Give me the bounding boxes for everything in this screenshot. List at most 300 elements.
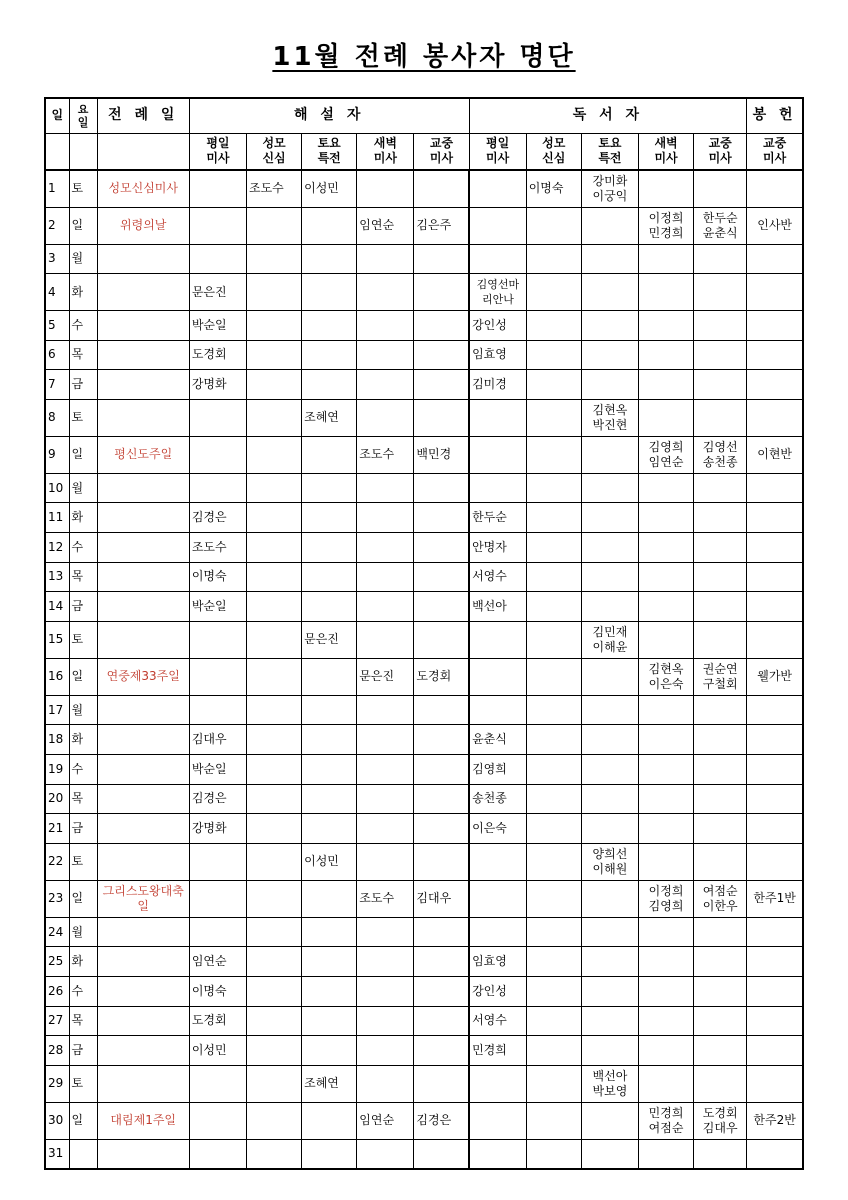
commentator-cell xyxy=(357,473,414,503)
commentator-cell xyxy=(414,725,469,755)
reader-cell: 권순연 구철회 xyxy=(694,658,747,695)
reader-cell xyxy=(581,1102,638,1139)
commentator-cell xyxy=(302,207,357,244)
dow-cell: 금 xyxy=(69,1036,97,1066)
reader-cell xyxy=(526,621,581,658)
commentator-cell xyxy=(414,755,469,785)
commentator-cell xyxy=(302,695,357,725)
reader-cell xyxy=(638,917,693,947)
commentator-cell xyxy=(302,755,357,785)
commentator-cell xyxy=(414,244,469,274)
reader-cell xyxy=(638,1065,693,1102)
offertory-cell xyxy=(747,170,803,207)
commentator-cell xyxy=(302,977,357,1007)
commentator-cell xyxy=(357,562,414,592)
commentator-cell xyxy=(302,473,357,503)
dow-cell: 토 xyxy=(69,170,97,207)
schedule-row xyxy=(45,658,803,695)
commentator-cell: 김대우 xyxy=(189,725,246,755)
reader-cell xyxy=(526,244,581,274)
reader-cell xyxy=(526,533,581,563)
reader-cell: 이명숙 xyxy=(526,170,581,207)
schedule-row xyxy=(45,755,803,785)
schedule-row xyxy=(45,170,803,207)
reader-cell xyxy=(694,725,747,755)
day-cell: 20 xyxy=(45,784,69,814)
reader-cell xyxy=(694,695,747,725)
day-cell: 25 xyxy=(45,947,69,977)
commentator-cell: 박순일 xyxy=(189,755,246,785)
schedule-row xyxy=(45,436,803,473)
day-cell: 1 xyxy=(45,170,69,207)
liturgy-cell: 연중제33주일 xyxy=(97,658,189,695)
reader-cell xyxy=(526,784,581,814)
commentator-cell: 김은주 xyxy=(414,207,469,244)
dow-cell: 수 xyxy=(69,977,97,1007)
commentator-cell: 백민경 xyxy=(414,436,469,473)
header-readers: 독 서 자 xyxy=(469,98,747,133)
commentator-cell: 문은진 xyxy=(357,658,414,695)
offertory-cell xyxy=(747,917,803,947)
offertory-cell: 한주1반 xyxy=(747,880,803,917)
reader-cell xyxy=(526,274,581,311)
reader-cell xyxy=(469,695,526,725)
reader-cell xyxy=(526,562,581,592)
liturgy-cell xyxy=(97,755,189,785)
day-cell: 4 xyxy=(45,274,69,311)
header-blank xyxy=(69,133,97,170)
header-row-2 xyxy=(45,133,803,170)
commentator-cell xyxy=(189,1139,246,1169)
day-cell: 17 xyxy=(45,695,69,725)
schedule-row xyxy=(45,503,803,533)
commentator-cell: 이성민 xyxy=(302,170,357,207)
header-row-1 xyxy=(45,98,803,133)
header-dow: 요 일 xyxy=(69,98,97,133)
schedule-row xyxy=(45,1139,803,1169)
day-cell: 18 xyxy=(45,725,69,755)
reader-cell: 김현옥 박진현 xyxy=(581,399,638,436)
commentator-cell xyxy=(302,562,357,592)
reader-cell xyxy=(581,658,638,695)
day-cell: 2 xyxy=(45,207,69,244)
commentator-cell xyxy=(189,880,246,917)
commentator-cell: 강명화 xyxy=(189,370,246,400)
commentator-cell: 문은진 xyxy=(302,621,357,658)
commentator-cell xyxy=(357,503,414,533)
reader-cell xyxy=(694,621,747,658)
dow-cell: 토 xyxy=(69,399,97,436)
reader-cell: 강인성 xyxy=(469,311,526,341)
day-cell: 7 xyxy=(45,370,69,400)
schedule-row xyxy=(45,370,803,400)
reader-cell xyxy=(638,784,693,814)
reader-cell xyxy=(526,207,581,244)
commentator-cell xyxy=(357,340,414,370)
commentator-cell: 임연순 xyxy=(357,207,414,244)
reader-cell xyxy=(694,244,747,274)
dow-cell: 금 xyxy=(69,814,97,844)
reader-cell xyxy=(694,370,747,400)
schedule-row xyxy=(45,843,803,880)
reader-cell xyxy=(694,1036,747,1066)
dow-cell: 화 xyxy=(69,274,97,311)
reader-cell xyxy=(638,755,693,785)
reader-cell xyxy=(638,1139,693,1169)
commentator-cell: 도경회 xyxy=(189,340,246,370)
commentator-cell xyxy=(189,399,246,436)
commentator-cell xyxy=(414,1006,469,1036)
commentator-cell xyxy=(357,1036,414,1066)
reader-cell: 김영선 송천종 xyxy=(694,436,747,473)
commentator-cell xyxy=(414,784,469,814)
commentator-cell xyxy=(189,658,246,695)
reader-cell xyxy=(581,917,638,947)
commentator-cell xyxy=(414,562,469,592)
commentator-cell xyxy=(246,1139,301,1169)
liturgy-cell xyxy=(97,725,189,755)
commentator-cell xyxy=(302,880,357,917)
commentator-cell xyxy=(357,1006,414,1036)
commentator-cell xyxy=(246,311,301,341)
commentator-cell: 조도수 xyxy=(189,533,246,563)
offertory-cell: 인사반 xyxy=(747,207,803,244)
reader-cell: 임효영 xyxy=(469,947,526,977)
reader-cell xyxy=(581,1139,638,1169)
liturgy-cell xyxy=(97,370,189,400)
day-cell: 16 xyxy=(45,658,69,695)
commentator-cell xyxy=(246,274,301,311)
schedule-row xyxy=(45,947,803,977)
day-cell: 31 xyxy=(45,1139,69,1169)
reader-cell: 김현옥 이은숙 xyxy=(638,658,693,695)
header-blank xyxy=(97,133,189,170)
liturgy-cell: 성모신심미사 xyxy=(97,170,189,207)
reader-cell xyxy=(581,533,638,563)
commentator-cell xyxy=(189,917,246,947)
reader-cell: 윤춘식 xyxy=(469,725,526,755)
commentator-cell xyxy=(302,340,357,370)
header-commentators: 해 설 자 xyxy=(189,98,469,133)
reader-cell xyxy=(638,695,693,725)
commentator-cell xyxy=(302,592,357,622)
liturgy-cell xyxy=(97,562,189,592)
reader-cell xyxy=(694,917,747,947)
commentator-cell: 조혜연 xyxy=(302,399,357,436)
reader-cell: 김영희 xyxy=(469,755,526,785)
offertory-cell: 한주2반 xyxy=(747,1102,803,1139)
commentator-cell: 김대우 xyxy=(414,880,469,917)
commentator-cell: 이성민 xyxy=(189,1036,246,1066)
reader-cell: 서영수 xyxy=(469,562,526,592)
commentator-cell xyxy=(189,1065,246,1102)
schedule-row xyxy=(45,1065,803,1102)
reader-cell xyxy=(469,1065,526,1102)
commentator-cell xyxy=(414,1065,469,1102)
commentator-cell xyxy=(246,592,301,622)
schedule-row xyxy=(45,311,803,341)
dow-cell: 월 xyxy=(69,473,97,503)
schedule-row xyxy=(45,340,803,370)
reader-cell xyxy=(694,784,747,814)
commentator-cell xyxy=(189,843,246,880)
offertory-cell xyxy=(747,725,803,755)
reader-cell xyxy=(581,814,638,844)
commentator-cell xyxy=(302,436,357,473)
schedule-table xyxy=(44,97,804,1170)
commentator-cell xyxy=(189,621,246,658)
commentator-cell xyxy=(414,311,469,341)
commentator-cell xyxy=(246,207,301,244)
commentator-cell xyxy=(357,311,414,341)
reader-cell xyxy=(526,658,581,695)
commentator-cell xyxy=(414,1139,469,1169)
dow-cell: 수 xyxy=(69,755,97,785)
reader-cell xyxy=(526,977,581,1007)
reader-cell xyxy=(526,1102,581,1139)
commentator-cell xyxy=(414,917,469,947)
reader-cell xyxy=(638,621,693,658)
commentator-cell xyxy=(246,880,301,917)
reader-cell xyxy=(526,917,581,947)
commentator-cell xyxy=(246,244,301,274)
commentator-cell xyxy=(302,311,357,341)
sub-header: 평일 미사 xyxy=(189,133,246,170)
schedule-row xyxy=(45,695,803,725)
commentator-cell xyxy=(189,473,246,503)
liturgy-cell xyxy=(97,947,189,977)
offertory-cell xyxy=(747,473,803,503)
commentator-cell xyxy=(414,170,469,207)
dow-cell: 토 xyxy=(69,621,97,658)
liturgy-cell xyxy=(97,843,189,880)
liturgy-cell xyxy=(97,917,189,947)
header-day: 일 xyxy=(45,98,69,133)
offertory-cell xyxy=(747,370,803,400)
commentator-cell: 이명숙 xyxy=(189,977,246,1007)
commentator-cell xyxy=(357,814,414,844)
dow-cell: 월 xyxy=(69,244,97,274)
reader-cell xyxy=(469,473,526,503)
commentator-cell xyxy=(246,340,301,370)
commentator-cell xyxy=(357,399,414,436)
reader-cell xyxy=(694,592,747,622)
commentator-cell xyxy=(246,1102,301,1139)
schedule-body xyxy=(45,170,803,1169)
dow-cell: 화 xyxy=(69,947,97,977)
commentator-cell xyxy=(357,977,414,1007)
commentator-cell xyxy=(357,695,414,725)
reader-cell xyxy=(469,621,526,658)
dow-cell: 일 xyxy=(69,436,97,473)
offertory-cell xyxy=(747,814,803,844)
reader-cell xyxy=(469,207,526,244)
reader-cell xyxy=(581,503,638,533)
reader-cell xyxy=(638,533,693,563)
commentator-cell xyxy=(302,244,357,274)
reader-cell xyxy=(526,1006,581,1036)
reader-cell xyxy=(526,436,581,473)
offertory-cell xyxy=(747,843,803,880)
commentator-cell xyxy=(246,503,301,533)
dow-cell: 목 xyxy=(69,784,97,814)
reader-cell xyxy=(469,658,526,695)
schedule-row xyxy=(45,880,803,917)
reader-cell xyxy=(469,244,526,274)
schedule-row xyxy=(45,592,803,622)
sub-header: 교중 미사 xyxy=(747,133,803,170)
reader-cell xyxy=(694,977,747,1007)
commentator-cell: 도경회 xyxy=(189,1006,246,1036)
schedule-row xyxy=(45,473,803,503)
reader-cell: 이정희 김영희 xyxy=(638,880,693,917)
commentator-cell xyxy=(302,1102,357,1139)
offertory-cell xyxy=(747,503,803,533)
offertory-cell xyxy=(747,311,803,341)
commentator-cell xyxy=(414,977,469,1007)
liturgy-cell: 위령의날 xyxy=(97,207,189,244)
reader-cell xyxy=(526,1139,581,1169)
reader-cell xyxy=(469,436,526,473)
commentator-cell xyxy=(414,695,469,725)
schedule-row xyxy=(45,533,803,563)
commentator-cell xyxy=(302,503,357,533)
day-cell: 23 xyxy=(45,880,69,917)
reader-cell xyxy=(581,207,638,244)
reader-cell xyxy=(526,473,581,503)
reader-cell xyxy=(469,1139,526,1169)
sub-header: 평일 미사 xyxy=(469,133,526,170)
offertory-cell xyxy=(747,340,803,370)
reader-cell xyxy=(581,340,638,370)
commentator-cell xyxy=(414,274,469,311)
reader-cell: 서영수 xyxy=(469,1006,526,1036)
commentator-cell xyxy=(246,843,301,880)
day-cell: 13 xyxy=(45,562,69,592)
liturgy-cell xyxy=(97,503,189,533)
day-cell: 28 xyxy=(45,1036,69,1066)
liturgy-cell xyxy=(97,621,189,658)
dow-cell: 토 xyxy=(69,843,97,880)
reader-cell xyxy=(638,340,693,370)
schedule-row xyxy=(45,1006,803,1036)
reader-cell xyxy=(581,244,638,274)
reader-cell xyxy=(638,274,693,311)
schedule-row xyxy=(45,621,803,658)
reader-cell xyxy=(526,880,581,917)
commentator-cell: 박순일 xyxy=(189,592,246,622)
reader-cell xyxy=(526,340,581,370)
commentator-cell xyxy=(246,436,301,473)
header-liturgy: 전 례 일 xyxy=(97,98,189,133)
reader-cell xyxy=(581,311,638,341)
offertory-cell xyxy=(747,755,803,785)
reader-cell xyxy=(638,592,693,622)
schedule-row xyxy=(45,1102,803,1139)
reader-cell xyxy=(526,1036,581,1066)
title-text: 11월 전례 봉사자 명단 xyxy=(272,42,576,72)
commentator-cell xyxy=(246,473,301,503)
day-cell: 21 xyxy=(45,814,69,844)
reader-cell xyxy=(469,843,526,880)
commentator-cell xyxy=(302,533,357,563)
day-cell: 8 xyxy=(45,399,69,436)
commentator-cell: 문은진 xyxy=(189,274,246,311)
sub-header: 성모 신심 xyxy=(526,133,581,170)
reader-cell: 한두순 xyxy=(469,503,526,533)
reader-cell: 김미경 xyxy=(469,370,526,400)
reader-cell xyxy=(526,814,581,844)
dow-cell: 수 xyxy=(69,533,97,563)
reader-cell xyxy=(638,1036,693,1066)
commentator-cell xyxy=(246,1006,301,1036)
dow-cell xyxy=(69,1139,97,1169)
commentator-cell xyxy=(357,370,414,400)
reader-cell: 양희선 이해원 xyxy=(581,843,638,880)
dow-cell: 금 xyxy=(69,370,97,400)
liturgy-cell xyxy=(97,592,189,622)
reader-cell: 김영희 임연순 xyxy=(638,436,693,473)
commentator-cell xyxy=(246,917,301,947)
header-offertory: 봉 헌 xyxy=(747,98,803,133)
reader-cell: 김민재 이해윤 xyxy=(581,621,638,658)
day-cell: 29 xyxy=(45,1065,69,1102)
commentator-cell xyxy=(246,658,301,695)
commentator-cell: 임연순 xyxy=(357,1102,414,1139)
offertory-cell xyxy=(747,695,803,725)
reader-cell xyxy=(638,370,693,400)
reader-cell: 도경회 김대우 xyxy=(694,1102,747,1139)
commentator-cell xyxy=(357,274,414,311)
commentator-cell xyxy=(414,399,469,436)
liturgy-cell xyxy=(97,977,189,1007)
offertory-cell xyxy=(747,1139,803,1169)
commentator-cell xyxy=(246,562,301,592)
commentator-cell: 조도수 xyxy=(357,880,414,917)
reader-cell xyxy=(581,592,638,622)
reader-cell xyxy=(581,473,638,503)
day-cell: 19 xyxy=(45,755,69,785)
reader-cell xyxy=(526,843,581,880)
reader-cell xyxy=(694,503,747,533)
commentator-cell: 조혜연 xyxy=(302,1065,357,1102)
day-cell: 27 xyxy=(45,1006,69,1036)
day-cell: 14 xyxy=(45,592,69,622)
commentator-cell: 강명화 xyxy=(189,814,246,844)
reader-cell xyxy=(694,473,747,503)
dow-cell: 일 xyxy=(69,207,97,244)
reader-cell: 송천종 xyxy=(469,784,526,814)
liturgy-cell xyxy=(97,399,189,436)
liturgy-cell xyxy=(97,274,189,311)
commentator-cell xyxy=(246,370,301,400)
dow-cell: 월 xyxy=(69,695,97,725)
offertory-cell xyxy=(747,399,803,436)
commentator-cell xyxy=(357,917,414,947)
commentator-cell: 박순일 xyxy=(189,311,246,341)
day-cell: 3 xyxy=(45,244,69,274)
reader-cell xyxy=(638,843,693,880)
commentator-cell xyxy=(302,784,357,814)
liturgy-cell xyxy=(97,311,189,341)
commentator-cell xyxy=(302,658,357,695)
reader-cell xyxy=(694,755,747,785)
reader-cell xyxy=(581,1036,638,1066)
reader-cell xyxy=(694,399,747,436)
day-cell: 24 xyxy=(45,917,69,947)
liturgy-cell: 그리스도왕대축일 xyxy=(97,880,189,917)
header-blank xyxy=(45,133,69,170)
